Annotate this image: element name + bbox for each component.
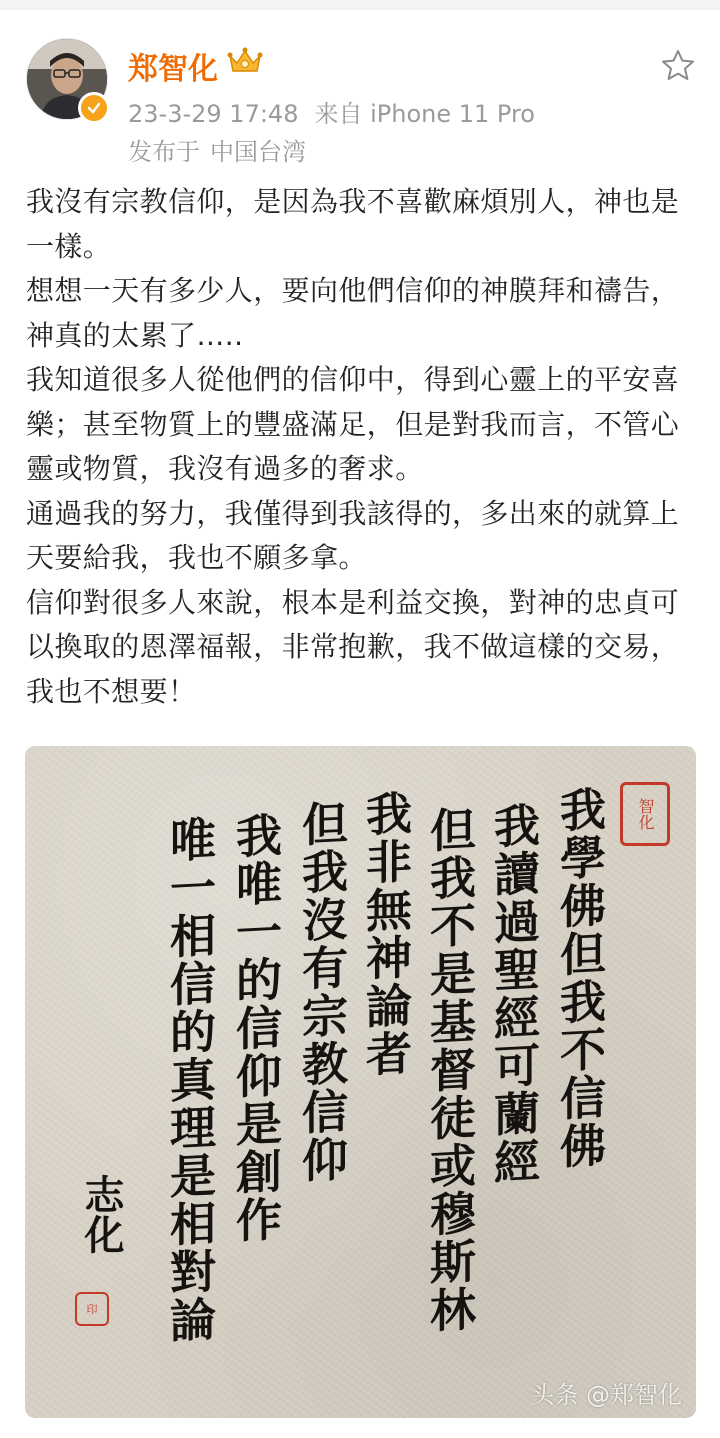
favorite-star-button[interactable] [660,48,696,84]
star-outline-icon [660,48,696,84]
post-meta [128,94,551,129]
post-paragraph: 我沒有宗教信仰，是因為我不喜歡麻煩別人，神也是一樣。 [26,185,680,263]
author-name[interactable]: 郑智化 [128,52,218,87]
post-paragraph: 我知道很多人從他們的信仰中，得到心靈上的平安喜樂；甚至物質上的豐盛滿足，但是對我而言，不管心靈或物質，我沒有過多的奢求。 [26,363,680,485]
calligraphy-column: 我非無神論者 [359,788,413,1080]
calligraphy-column: 但我沒有宗教信仰 [295,798,349,1186]
location-name: 中国台湾 [210,138,306,166]
red-seal-stamp-small: 印 [75,1292,109,1326]
post-source: 来自 iPhone 11 Pro [314,100,535,128]
top-divider [0,0,720,10]
post-location [128,132,316,167]
calligraphy-signature: 志化 [78,1174,125,1254]
red-seal-stamp: 智化 [620,782,670,846]
location-prefix: 发布于 [128,138,200,166]
post-paragraph: 信仰對很多人來說，根本是利益交換，對神的忠貞可以換取的恩澤福報，非常抱歉，我不做這樣的交易，我也不想要！ [26,585,680,708]
post-text [26,180,694,714]
image-watermark: 头条 @郑智化 [530,1381,682,1409]
calligraphy-column: 我學佛但我不信佛 [553,784,607,1172]
calligraphy-column: 我讀過聖經可蘭經 [487,800,541,1188]
calligraphy-column: 唯一相信的真理是相對論 [163,814,217,1346]
crown-icon[interactable] [226,46,264,76]
calligraphy-column: 但我不是基督徒或穆斯林 [423,804,477,1336]
calligraphy-column: 我唯一的信仰是創作 [229,810,283,1246]
post-timestamp: 23-3-29 17:48 [128,100,299,128]
post-paragraph: 想想一天有多少人，要向他們信仰的神膜拜和禱告，神真的太累了….. [26,274,680,352]
post-paragraph: 通過我的努力，我僅得到我該得的，多出來的就算上天要給我，我也不願多拿。 [26,496,680,574]
calligraphy-image[interactable] [25,746,696,1418]
verified-badge-icon [78,92,110,124]
